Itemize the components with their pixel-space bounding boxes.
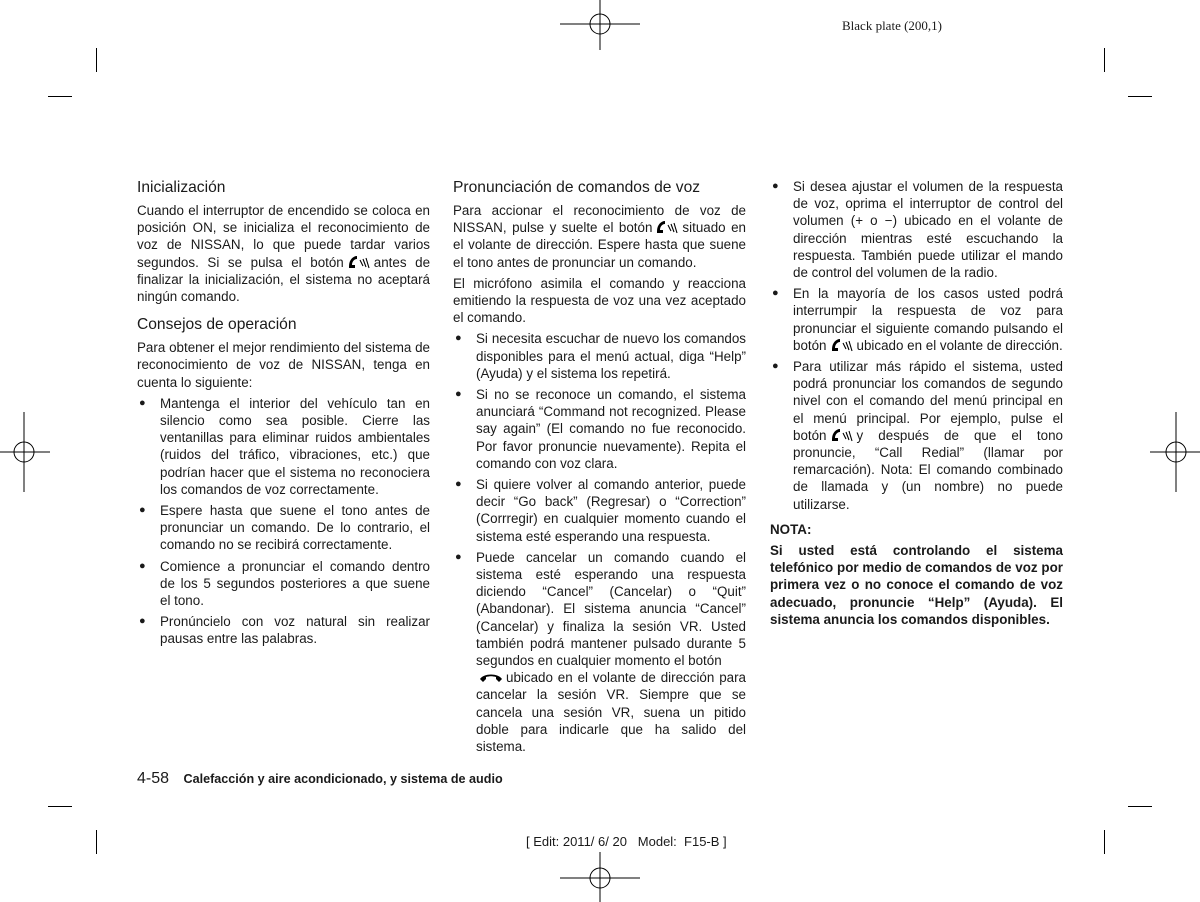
list-item: ● Pronúncielo con voz natural sin realizar pausas entre las palabras. <box>139 614 430 647</box>
registration-mark-bottom <box>560 852 640 902</box>
registration-mark-left <box>0 412 50 492</box>
paragraph-inicializacion: Cuando el interruptor de encendido se coloca en posición ON, se inicializa el reconocimiento de voz de NISSAN, lo que puede tardar varios segundos. Si se pulsa el botón antes de finalizar la inicialización, el sistema no aceptará ningún comando. <box>137 203 431 305</box>
column-2 <box>453 178 746 759</box>
paragraph-consejos: Para obtener el mejor rendimiento del sistema de reconocimiento de voz de NISSAN, tenga en cuenta lo siguiente: <box>137 340 430 390</box>
column-3 <box>770 178 1063 632</box>
edit-info: [ Edit: 2011/ 6/ 20 Model: F15-B ] <box>526 834 727 849</box>
phone-hangup-icon <box>478 669 504 685</box>
heading-consejos: Consejos de operación <box>137 316 297 334</box>
list-item: ● Mantenga el interior del vehículo tan en silencio como sea posible. Cierre las ventanillas para eliminar ruidos ambientales (ruidos del tráfico, vibraciones, etc.) que podrían hacer que el sistema no reconociera los comandos de voz correctamente. <box>139 395 430 497</box>
voice-talk-icon <box>346 254 372 270</box>
page-footer <box>137 770 503 788</box>
nota-text: Si usted está controlando el sistema telefónico por medio de comandos de voz por primera vez o no conoce el comando de voz adecuado, pronuncie “Help” (Ayuda). El sistema anuncia los comandos disponibles. <box>770 543 1063 627</box>
list-item: ● Si necesita escuchar de nuevo los comandos disponibles para el menú actual, diga “Help” (Ayuda) y el sistema los repetirá. <box>455 331 746 381</box>
page-number: 4-58 <box>137 770 170 787</box>
list-item: ● Si no se reconoce un comando, el sistema anunciará “Command not recognized. Please say again” (El comando no fue reconocido. Por favor pronuncie nuevamente). Repita el comando con voz clara. <box>455 387 746 471</box>
voice-talk-icon <box>654 219 680 235</box>
nota-label: NOTA: <box>770 521 812 537</box>
heading-inicializacion: Inicialización <box>137 179 226 196</box>
heading-pronunciacion: Pronunciación de comandos de voz <box>453 179 701 196</box>
list-item: ● Para utilizar más rápido el sistema, usted podrá pronunciar los comandos de segundo nivel con el comando del menú principal en el menú principal. Por ejemplo, pulse el botón y después de que el tono pronuncie, “Call Redial” (llamar por remarcación). Nota: El comando combinado de llamada y (un nombre) no puede utilizarse. <box>772 359 1063 512</box>
registration-mark-right <box>1150 412 1200 492</box>
list-item: ● Si quiere volver al comando anterior, puede decir “Go back” (Regresar) o “Correction” (Corrregir) en cualquier momento cuando el sistema esté esperando una respuesta. <box>455 477 746 544</box>
section-title: Calefacción y aire acondicionado, y sistema de audio <box>183 772 503 786</box>
registration-mark-top <box>560 0 640 50</box>
voice-talk-icon <box>829 427 855 443</box>
list-item: ● Espere hasta que suene el tono antes de pronunciar un comando. De lo contrario, el comando no se recibirá correctamente. <box>139 503 430 553</box>
tips-list <box>137 395 430 648</box>
list-item: ● Si desea ajustar el volumen de la respuesta de voz, oprima el interruptor de control del volumen (+ o −) ubicado en el volante de dirección mientras esté escuchando la respuesta. También puede utilizar el mando de control del volumen de la radio. <box>772 179 1063 281</box>
list-item: ● Puede cancelar un comando cuando el sistema esté esperando una respuesta diciendo “Cancel” (Cancelar) o “Quit” (Abandonar). El sistema anuncia “Cancel” (Cancelar) y finaliza la sesión VR. Usted también podrá mantener pulsado durante 5 segundos en cualquier momento el botón ubicado en el volante de dirección para cancelar la sesión VR. Siempre que se cancela una sesión VR, suena un pitido doble para indicarle que ha salido del sistema. <box>455 549 746 755</box>
commands-list <box>453 330 746 755</box>
volume-list <box>770 178 1063 513</box>
list-item: ● Comience a pronunciar el comando dentro de los 5 segundos posteriores a que suene el tono. <box>139 558 430 609</box>
list-item: ● En la mayoría de los casos usted podrá interrumpir la respuesta de voz para pronunciar el siguiente comando pulsando el botón ubicado en el volante de dirección. <box>772 286 1063 353</box>
paragraph-microfono: El micrófono asimila el comando y reacciona emitiendo la respuesta de voz una vez aceptado el comando. <box>453 275 746 326</box>
plate-label: Black plate (200,1) <box>842 18 942 33</box>
voice-talk-icon <box>829 337 855 353</box>
column-1 <box>137 178 430 652</box>
paragraph-accionar: Para accionar el reconocimiento de voz de NISSAN, pulse y suelte el botón situado en el volante de dirección. Espere hasta que suene el tono antes de pronunciar un comando. <box>453 203 746 270</box>
